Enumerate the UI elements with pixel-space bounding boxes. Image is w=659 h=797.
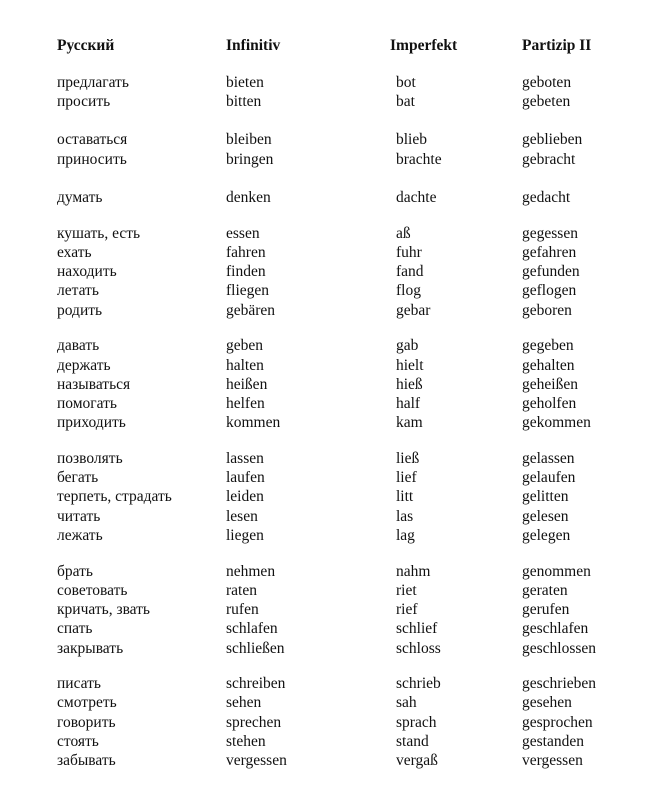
- cell-infinitiv: fliegen: [226, 282, 270, 299]
- table-row: [0, 619, 659, 639]
- cell-infinitiv: essen: [226, 225, 260, 242]
- cell-imperfekt: las: [396, 508, 414, 525]
- cell-partizip: gebracht: [522, 151, 576, 168]
- cell-infinitiv: lassen: [226, 450, 264, 467]
- cell-infinitiv: kommen: [226, 414, 281, 431]
- cell-partizip: geholfen: [522, 395, 577, 412]
- cell-partizip: geschlafen: [522, 620, 589, 637]
- cell-imperfekt: sah: [396, 694, 417, 711]
- table-row: [0, 150, 659, 170]
- table-row: [0, 581, 659, 601]
- cell-partizip: gerufen: [522, 601, 570, 618]
- header-infinitiv: Infinitiv: [226, 37, 281, 54]
- table-row: [0, 224, 659, 244]
- cell-partizip: gelegen: [522, 527, 571, 544]
- table-row: [0, 674, 659, 694]
- cell-infinitiv: liegen: [226, 527, 264, 544]
- cell-partizip: gesehen: [522, 694, 572, 711]
- cell-imperfekt: hielt: [396, 357, 424, 374]
- cell-imperfekt: fuhr: [396, 244, 422, 261]
- cell-infinitiv: rufen: [226, 601, 259, 618]
- table-row: [0, 693, 659, 713]
- cell-partizip: gelassen: [522, 450, 575, 467]
- cell-partizip: geboren: [522, 302, 572, 319]
- cell-russian: говорить: [57, 714, 116, 731]
- cell-imperfekt: fand: [396, 263, 424, 280]
- cell-imperfekt: schloss: [396, 640, 441, 657]
- cell-imperfekt: litt: [396, 488, 414, 505]
- cell-partizip: geboten: [522, 74, 572, 91]
- cell-infinitiv: schlafen: [226, 620, 278, 637]
- table-row: [0, 732, 659, 752]
- cell-russian: лежать: [57, 527, 103, 544]
- cell-partizip: gekommen: [522, 414, 591, 431]
- table-row: [0, 751, 659, 771]
- cell-partizip: genommen: [522, 563, 591, 580]
- cell-imperfekt: stand: [396, 733, 429, 750]
- table-row: [0, 92, 659, 112]
- table-header: [0, 36, 659, 56]
- table-row: [0, 562, 659, 582]
- cell-partizip: geraten: [522, 582, 568, 599]
- table-row: [0, 394, 659, 414]
- table-row: [0, 413, 659, 433]
- table-row: [0, 356, 659, 376]
- cell-russian: давать: [57, 337, 100, 354]
- cell-infinitiv: schließen: [226, 640, 285, 657]
- cell-infinitiv: sprechen: [226, 714, 282, 731]
- table-row: [0, 375, 659, 395]
- cell-russian: кушать, есть: [57, 225, 141, 242]
- header-partizip: Partizip II: [522, 37, 592, 54]
- cell-partizip: gedacht: [522, 189, 571, 206]
- cell-partizip: gelaufen: [522, 469, 576, 486]
- cell-infinitiv: bitten: [226, 93, 262, 110]
- cell-russian: помогать: [57, 395, 117, 412]
- cell-partizip: vergessen: [522, 752, 583, 769]
- header-imperfekt: Imperfekt: [390, 37, 458, 54]
- cell-russian: брать: [57, 563, 93, 580]
- cell-russian: забывать: [57, 752, 116, 769]
- cell-russian: бегать: [57, 469, 99, 486]
- cell-infinitiv: heißen: [226, 376, 268, 393]
- cell-russian: приходить: [57, 414, 126, 431]
- cell-partizip: gefahren: [522, 244, 577, 261]
- cell-infinitiv: vergessen: [226, 752, 287, 769]
- cell-infinitiv: gebären: [226, 302, 276, 319]
- cell-partizip: gehalten: [522, 357, 575, 374]
- table-row: [0, 188, 659, 208]
- cell-infinitiv: finden: [226, 263, 266, 280]
- table-row: [0, 73, 659, 93]
- cell-russian: кричать, звать: [57, 601, 150, 618]
- cell-infinitiv: geben: [226, 337, 264, 354]
- cell-infinitiv: bringen: [226, 151, 274, 168]
- cell-partizip: geheißen: [522, 376, 578, 393]
- cell-infinitiv: lesen: [226, 508, 258, 525]
- cell-infinitiv: halten: [226, 357, 264, 374]
- cell-russian: позволять: [57, 450, 123, 467]
- cell-imperfekt: kam: [396, 414, 423, 431]
- cell-partizip: geflogen: [522, 282, 577, 299]
- cell-imperfekt: bot: [396, 74, 416, 91]
- cell-imperfekt: half: [396, 395, 421, 412]
- cell-imperfekt: ließ: [396, 450, 420, 467]
- cell-russian: родить: [57, 302, 103, 319]
- cell-imperfekt: schlief: [396, 620, 438, 637]
- cell-russian: называться: [57, 376, 131, 393]
- table-row: [0, 336, 659, 356]
- cell-russian: закрывать: [57, 640, 124, 657]
- cell-partizip: gelitten: [522, 488, 569, 505]
- cell-russian: ехать: [57, 244, 92, 261]
- cell-infinitiv: schreiben: [226, 675, 286, 692]
- cell-russian: спать: [57, 620, 93, 637]
- header-russian: Русский: [57, 37, 115, 54]
- cell-imperfekt: riet: [396, 582, 417, 599]
- table-row: [0, 487, 659, 507]
- cell-infinitiv: raten: [226, 582, 257, 599]
- cell-infinitiv: leiden: [226, 488, 264, 505]
- cell-russian: летать: [57, 282, 99, 299]
- cell-russian: думать: [57, 189, 103, 206]
- cell-imperfekt: schrieb: [396, 675, 441, 692]
- cell-partizip: gestanden: [522, 733, 584, 750]
- cell-infinitiv: sehen: [226, 694, 262, 711]
- cell-russian: писать: [57, 675, 101, 692]
- cell-imperfekt: aß: [396, 225, 411, 242]
- cell-imperfekt: bat: [396, 93, 415, 110]
- cell-partizip: gelesen: [522, 508, 569, 525]
- cell-russian: стоять: [57, 733, 99, 750]
- cell-partizip: gebeten: [522, 93, 571, 110]
- table-row: [0, 243, 659, 263]
- cell-infinitiv: nehmen: [226, 563, 276, 580]
- cell-russian: держать: [57, 357, 111, 374]
- cell-imperfekt: lag: [396, 527, 415, 544]
- cell-russian: находить: [57, 263, 117, 280]
- cell-partizip: geschrieben: [522, 675, 597, 692]
- cell-russian: просить: [57, 93, 111, 110]
- table-row: [0, 262, 659, 282]
- cell-infinitiv: laufen: [226, 469, 265, 486]
- table-row: [0, 713, 659, 733]
- cell-russian: предлагать: [57, 74, 129, 91]
- table-row: [0, 301, 659, 321]
- cell-infinitiv: fahren: [226, 244, 266, 261]
- cell-partizip: gefunden: [522, 263, 580, 280]
- table-row: [0, 468, 659, 488]
- table-row: [0, 449, 659, 469]
- cell-partizip: gegessen: [522, 225, 578, 242]
- cell-imperfekt: blieb: [396, 131, 427, 148]
- cell-infinitiv: denken: [226, 189, 271, 206]
- table-row: [0, 130, 659, 150]
- cell-imperfekt: rief: [396, 601, 418, 618]
- cell-imperfekt: gebar: [396, 302, 431, 319]
- cell-russian: смотреть: [57, 694, 117, 711]
- table-row: [0, 526, 659, 546]
- cell-infinitiv: helfen: [226, 395, 265, 412]
- cell-infinitiv: bieten: [226, 74, 264, 91]
- cell-partizip: gesprochen: [522, 714, 593, 731]
- cell-partizip: gegeben: [522, 337, 574, 354]
- table-row: [0, 600, 659, 620]
- cell-imperfekt: dachte: [396, 189, 437, 206]
- cell-russian: читать: [57, 508, 101, 525]
- cell-russian: оставаться: [57, 131, 128, 148]
- cell-infinitiv: stehen: [226, 733, 266, 750]
- cell-imperfekt: gab: [396, 337, 419, 354]
- cell-imperfekt: nahm: [396, 563, 431, 580]
- cell-imperfekt: brachte: [396, 151, 442, 168]
- cell-imperfekt: sprach: [396, 714, 437, 731]
- table-row: [0, 281, 659, 301]
- cell-partizip: geschlossen: [522, 640, 597, 657]
- table-row: [0, 507, 659, 527]
- cell-imperfekt: lief: [396, 469, 417, 486]
- cell-russian: терпеть, страдать: [57, 488, 172, 505]
- cell-partizip: geblieben: [522, 131, 583, 148]
- cell-imperfekt: flog: [396, 282, 421, 299]
- cell-imperfekt: hieß: [396, 376, 423, 393]
- cell-imperfekt: vergaß: [396, 752, 438, 769]
- cell-infinitiv: bleiben: [226, 131, 272, 148]
- cell-russian: приносить: [57, 151, 127, 168]
- table-row: [0, 639, 659, 659]
- cell-russian: советовать: [57, 582, 128, 599]
